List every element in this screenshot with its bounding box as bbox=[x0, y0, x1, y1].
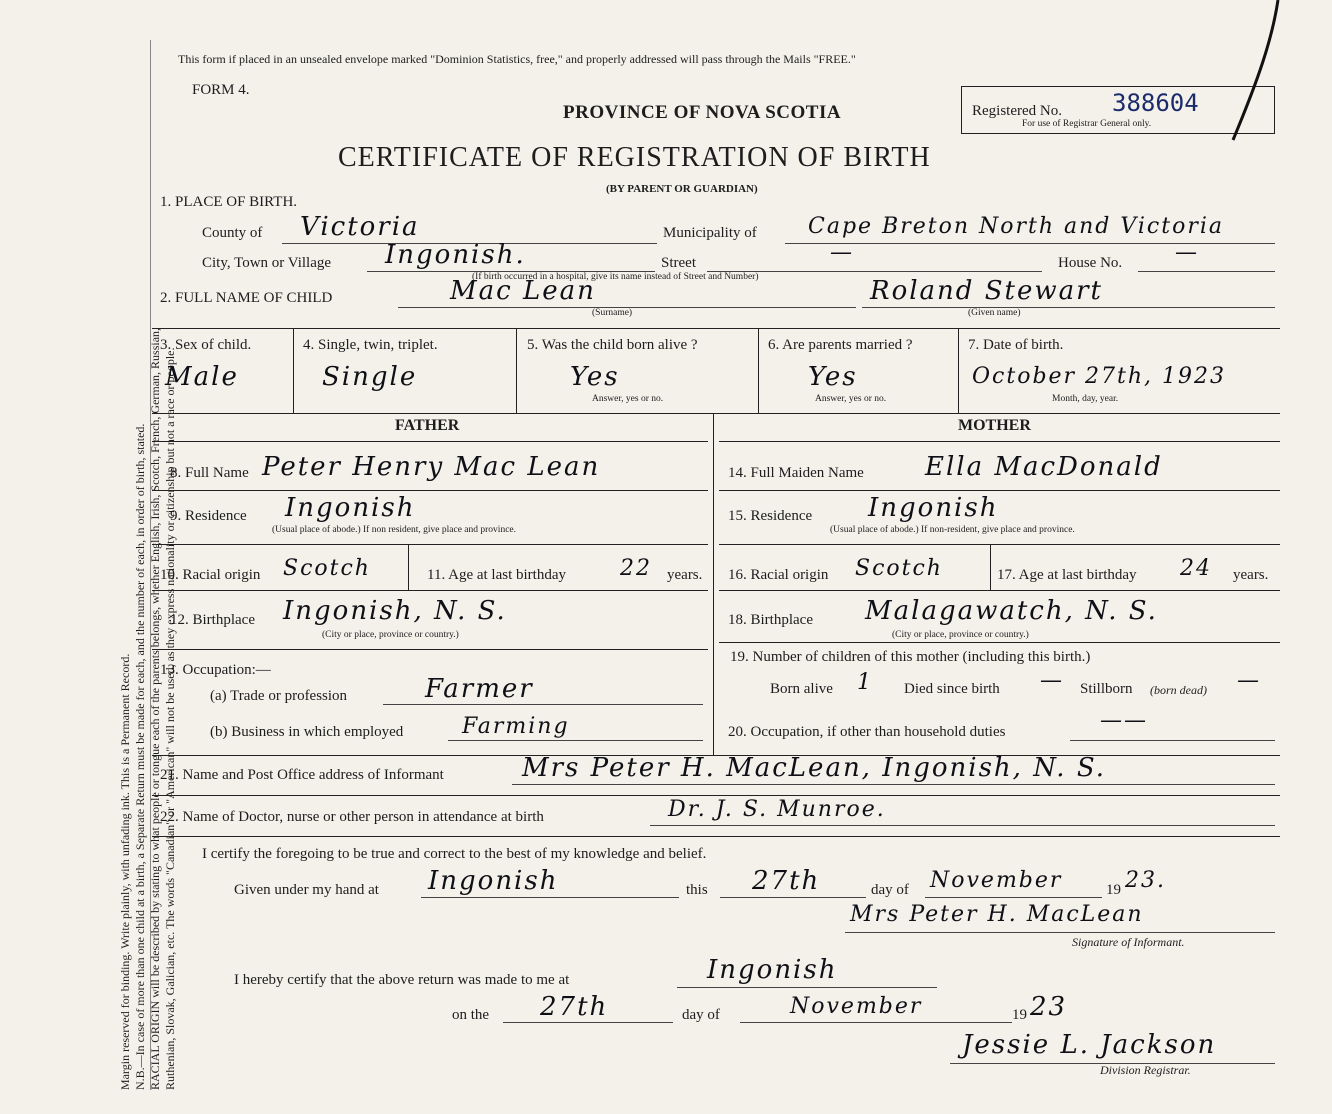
municipality-label: Municipality of bbox=[663, 225, 757, 241]
mother-name-label: 14. Full Maiden Name bbox=[728, 465, 864, 481]
father-trade-value: Farmer bbox=[425, 674, 534, 704]
details-divider-2 bbox=[516, 328, 517, 413]
registrar-day-of-label: day of bbox=[682, 1007, 720, 1023]
given-place-underline bbox=[421, 897, 679, 898]
registrar-day-underline bbox=[503, 1022, 673, 1023]
father-birthplace-caption: (City or place, province or country.) bbox=[322, 630, 459, 640]
municipality-underline bbox=[785, 243, 1275, 244]
attendant-underline bbox=[650, 825, 1275, 826]
plurality-value: Single bbox=[322, 362, 418, 392]
born-alive-count-label: Born alive bbox=[770, 681, 833, 697]
father-residence-label: 9. Residence bbox=[170, 508, 247, 524]
father-business-value: Farming bbox=[462, 714, 570, 739]
registrar-place-underline bbox=[677, 987, 937, 988]
parents-married-label: 6. Are parents married ? bbox=[768, 337, 913, 353]
informant-signature: Mrs Peter H. MacLean bbox=[850, 902, 1144, 927]
details-top-border bbox=[152, 328, 1280, 329]
form-number: FORM 4. bbox=[192, 82, 250, 98]
given-day-of-label: day of bbox=[871, 882, 909, 898]
mother-age-value: 24 bbox=[1180, 556, 1212, 581]
date-of-birth-label: 7. Date of birth. bbox=[968, 337, 1064, 353]
registrar-signature-caption: Division Registrar. bbox=[1100, 1063, 1191, 1077]
margin-note-3: RACIAL ORIGIN will be described by stating to what people or tongue each of the parents belongs, whether English, Irish, Scotch, French, German, Russian, bbox=[148, 327, 162, 1090]
mother-birthplace-caption: (City or place, province or country.) bbox=[892, 630, 1029, 640]
attendant-value: Dr. J. S. Munroe. bbox=[668, 797, 886, 822]
informant-signature-caption: Signature of Informant. bbox=[1072, 935, 1185, 949]
child-name-label: 2. FULL NAME OF CHILD bbox=[160, 290, 333, 306]
born-alive-caption: Answer, yes or no. bbox=[592, 394, 664, 404]
father-racial-value: Scotch bbox=[283, 556, 371, 581]
stillborn-caption: (born dead) bbox=[1150, 683, 1207, 697]
details-divider-4 bbox=[958, 328, 959, 413]
born-alive-label: 5. Was the child born alive ? bbox=[527, 337, 698, 353]
registrar-statement: I hereby certify that the above return was made to me at bbox=[234, 972, 570, 988]
registrar-month-value: November bbox=[790, 994, 923, 1019]
father-residence-value: Ingonish bbox=[285, 493, 416, 523]
father-racial-age-divider bbox=[408, 544, 409, 590]
certificate-title: CERTIFICATE OF REGISTRATION OF BIRTH bbox=[338, 142, 931, 173]
date-of-birth-caption: Month, day, year. bbox=[1052, 394, 1119, 404]
pen-stroke-mark bbox=[1228, 0, 1288, 145]
father-row-rule-2 bbox=[152, 544, 708, 545]
registrar-note: For use of Registrar General only. bbox=[1022, 119, 1152, 129]
certification-statement: I certify the foregoing to be true and correct to the best of my knowledge and belief. bbox=[202, 846, 707, 862]
mother-children-label: 19. Number of children of this mother (including this birth.) bbox=[730, 649, 1091, 665]
father-row-rule-3 bbox=[152, 590, 708, 591]
registrar-signature: Jessie L. Jackson bbox=[962, 1030, 1217, 1060]
registrar-year-value: 23 bbox=[1030, 992, 1068, 1022]
sex-value: Male bbox=[165, 362, 239, 392]
informant-underline bbox=[512, 784, 1275, 785]
father-birthplace-value: Ingonish, N. S. bbox=[283, 596, 507, 626]
street-value: — bbox=[830, 240, 854, 265]
plurality-label: 4. Single, twin, triplet. bbox=[303, 337, 438, 353]
binding-margin-line bbox=[150, 40, 151, 1090]
margin-note-1: Margin reserved for binding. Write plainly, with unfading ink. This is a Permanent Record. bbox=[118, 653, 132, 1090]
mother-age-unit: years. bbox=[1233, 567, 1269, 583]
county-value: Victoria bbox=[300, 212, 420, 242]
father-trade-label: (a) Trade or profession bbox=[210, 688, 348, 704]
parents-center-divider bbox=[713, 413, 714, 755]
mother-residence-value: Ingonish bbox=[868, 493, 999, 523]
informant-rule bbox=[152, 795, 1280, 796]
given-name-caption: (Given name) bbox=[968, 308, 1021, 318]
given-year-prefix: 19 bbox=[1106, 882, 1121, 898]
surname-caption: (Surname) bbox=[592, 308, 633, 318]
father-name-label: 8. Full Name bbox=[170, 465, 249, 481]
attendant-rule bbox=[152, 836, 1280, 837]
registrar-year-prefix: 19 bbox=[1012, 1007, 1027, 1023]
given-day-value: 27th bbox=[752, 866, 821, 896]
county-label: County of bbox=[202, 225, 263, 241]
registrar-month-underline bbox=[740, 1022, 1012, 1023]
informant-label: 21. Name and Post Office address of Informant bbox=[160, 767, 444, 783]
mother-occupation-value: —— bbox=[1100, 708, 1148, 733]
stillborn-label: Stillborn bbox=[1080, 681, 1133, 697]
given-year-value: 23. bbox=[1125, 868, 1166, 893]
mother-row-rule-2 bbox=[719, 544, 1280, 545]
mother-racial-value: Scotch bbox=[855, 556, 943, 581]
margin-note-4: Ruthenian, Slovak, Galician, etc. The words "Canadian" or "American" will not be used, as they express nationality or citizenship but not a race or people. bbox=[163, 347, 177, 1090]
house-value: — bbox=[1175, 240, 1199, 265]
registered-label: Registered No. bbox=[972, 103, 1062, 119]
mail-notice: This form if placed in an unsealed envelope marked "Dominion Statistics, free," and properly addressed will pass through the Mails "FREE." bbox=[178, 52, 856, 66]
mother-occupation-underline bbox=[1070, 740, 1275, 741]
house-underline bbox=[1138, 271, 1275, 272]
father-age-label: 11. Age at last birthday bbox=[427, 567, 566, 583]
city-value: Ingonish. bbox=[385, 240, 526, 270]
margin-note-2: N.B.—In case of more than one child at a birth, a Separate Return must be made for each, and the number of each, in order of birth, stated. bbox=[133, 423, 147, 1090]
mother-row-rule-3 bbox=[719, 590, 1280, 591]
father-age-value: 22 bbox=[620, 556, 652, 581]
date-of-birth-value: October 27th, 1923 bbox=[972, 364, 1227, 389]
sex-label: 3. Sex of child. bbox=[160, 337, 252, 353]
registrar-on-the-label: on the bbox=[452, 1007, 490, 1023]
mother-residence-caption: (Usual place of abode.) If non-resident, give place and province. bbox=[830, 525, 1075, 535]
given-month-underline bbox=[925, 897, 1102, 898]
given-under-label: Given under my hand at bbox=[234, 882, 379, 898]
child-given-name-value: Roland Stewart bbox=[870, 276, 1103, 306]
mother-racial-label: 16. Racial origin bbox=[728, 567, 829, 583]
father-occupation-label: 13. Occupation:— bbox=[160, 662, 271, 678]
given-place-value: Ingonish bbox=[428, 866, 559, 896]
died-since-birth-value: — bbox=[1040, 668, 1064, 693]
father-business-underline bbox=[448, 740, 703, 741]
details-bottom-border bbox=[152, 413, 1280, 414]
born-alive-value: Yes bbox=[570, 362, 620, 392]
child-surname-value: Mac Lean bbox=[450, 276, 596, 306]
given-name-underline bbox=[862, 307, 1275, 308]
attendant-label: 22. Name of Doctor, nurse or other person in attendance at birth bbox=[160, 809, 544, 825]
house-label: House No. bbox=[1058, 255, 1123, 271]
hospital-note: (If birth occurred in a hospital, give its name instead of Street and Number) bbox=[472, 272, 759, 282]
mother-heading-rule bbox=[719, 441, 1280, 442]
stillborn-value: — bbox=[1237, 668, 1261, 693]
mother-row-rule-1 bbox=[719, 490, 1280, 491]
details-divider-3 bbox=[758, 328, 759, 413]
mother-birthplace-value: Malagawatch, N. S. bbox=[865, 596, 1158, 626]
father-heading-rule bbox=[152, 441, 708, 442]
mother-row-rule-4 bbox=[719, 642, 1280, 643]
mother-name-value: Ella MacDonald bbox=[925, 452, 1163, 482]
province-heading: PROVINCE OF NOVA SCOTIA bbox=[563, 102, 842, 123]
father-racial-label: 10. Racial origin bbox=[160, 567, 261, 583]
given-month-value: November bbox=[930, 868, 1063, 893]
father-business-label: (b) Business in which employed bbox=[210, 724, 404, 740]
place-of-birth-label: 1. PLACE OF BIRTH. bbox=[160, 194, 298, 210]
mother-racial-age-divider bbox=[990, 544, 991, 590]
city-label: City, Town or Village bbox=[202, 255, 332, 271]
died-since-birth-label: Died since birth bbox=[904, 681, 1000, 697]
details-divider-1 bbox=[293, 328, 294, 413]
father-row-rule-4 bbox=[152, 649, 708, 650]
parents-married-caption: Answer, yes or no. bbox=[815, 394, 887, 404]
father-age-unit: years. bbox=[667, 567, 703, 583]
mother-age-label: 17. Age at last birthday bbox=[997, 567, 1137, 583]
father-trade-underline bbox=[383, 704, 703, 705]
mother-birthplace-label: 18. Birthplace bbox=[728, 612, 813, 628]
mother-residence-label: 15. Residence bbox=[728, 508, 813, 524]
informant-signature-underline bbox=[845, 932, 1275, 933]
father-birthplace-label: 12. Birthplace bbox=[170, 612, 255, 628]
registered-number: 388604 bbox=[1112, 89, 1199, 117]
parents-married-value: Yes bbox=[808, 362, 858, 392]
mother-heading: MOTHER bbox=[958, 417, 1031, 434]
given-this-label: this bbox=[686, 882, 708, 898]
mother-occupation-label: 20. Occupation, if other than household duties bbox=[728, 724, 1006, 740]
father-name-value: Peter Henry Mac Lean bbox=[262, 452, 601, 482]
informant-value: Mrs Peter H. MacLean, Ingonish, N. S. bbox=[522, 753, 1106, 783]
father-residence-caption: (Usual place of abode.) If non resident, give place and province. bbox=[272, 525, 516, 535]
municipality-value: Cape Breton North and Victoria bbox=[808, 214, 1224, 239]
registrar-place-value: Ingonish bbox=[707, 955, 838, 985]
street-label: Street bbox=[661, 255, 696, 271]
certificate-subtitle: (BY PARENT OR GUARDIAN) bbox=[606, 183, 758, 195]
given-day-underline bbox=[720, 897, 866, 898]
registrar-day-value: 27th bbox=[540, 992, 609, 1022]
father-heading: FATHER bbox=[395, 417, 460, 434]
born-alive-count-value: 1 bbox=[857, 670, 873, 695]
father-row-rule-1 bbox=[152, 490, 708, 491]
